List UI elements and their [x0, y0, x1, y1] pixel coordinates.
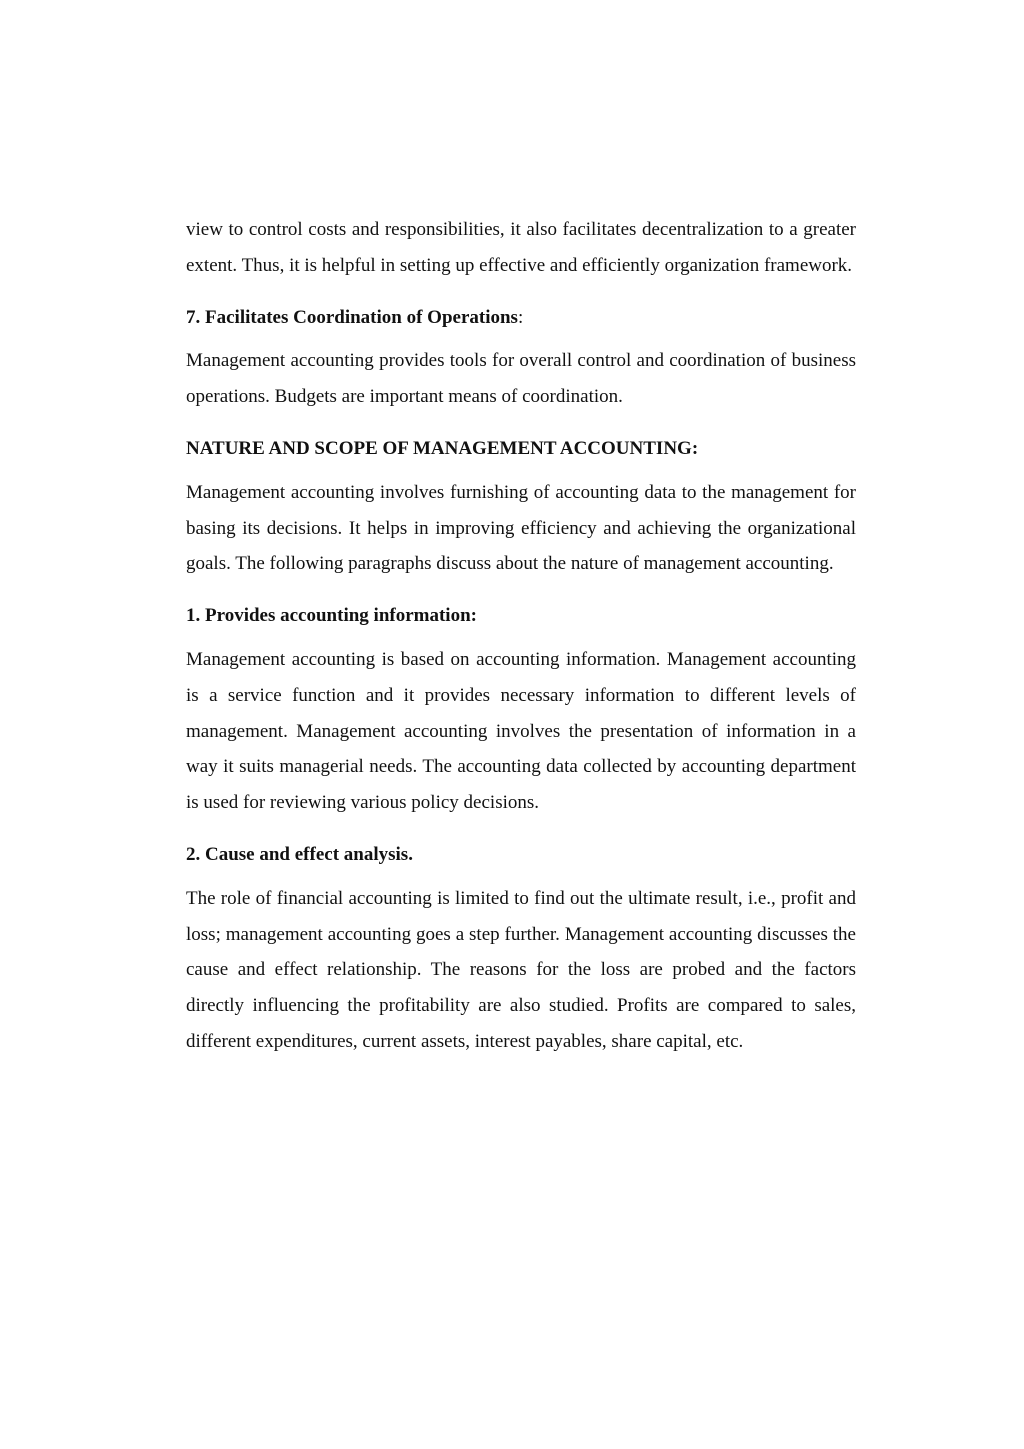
heading-provides-accounting-information: 1. Provides accounting information:: [186, 605, 477, 627]
paragraph-accounting-information: Management accounting is based on accounting information. Management accounting is a service function and it provides necessary information to different levels of management. Management accounting involves the presentation of information in a way it suits managerial needs. The accounting data collected by accounting department is used for reviewing various policy decisions.: [186, 648, 856, 814]
paragraph-intro-continued: view to control costs and responsibilities, it also facilitates decentralization to a greater extent. Thus, it is helpful in setting up effective and efficiently organization framework.: [186, 219, 856, 276]
heading-facilitates-coordination: 7. Facilitates Coordination of Operations:: [186, 306, 524, 328]
paragraph-coordination: Management accounting provides tools for overall control and coordination of business operations. Budgets are important means of coordination.: [186, 350, 856, 408]
paragraph-cause-and-effect: The role of financial accounting is limited to find out the ultimate result, i.e., profit and loss; management accounting goes a step further. Management accounting discusses the cause and effect relationship. The reasons for the loss are probed and the factors directly influencing the profitability are also studied. Profits are compared to sales, different expenditures, current assets, interest payables, share capital, etc.: [186, 887, 856, 1052]
heading-nature-and-scope: NATURE AND SCOPE OF MANAGEMENT ACCOUNTING:: [186, 437, 699, 459]
heading-cause-and-effect: 2. Cause and effect analysis.: [186, 843, 413, 865]
paragraph-nature-intro: Management accounting involves furnishing of accounting data to the management for basing its decisions. It helps in improving efficiency and achieving the organizational goals. The following paragraphs discuss about the nature of management accounting.: [186, 481, 856, 575]
document-page: [186, 212, 856, 1060]
